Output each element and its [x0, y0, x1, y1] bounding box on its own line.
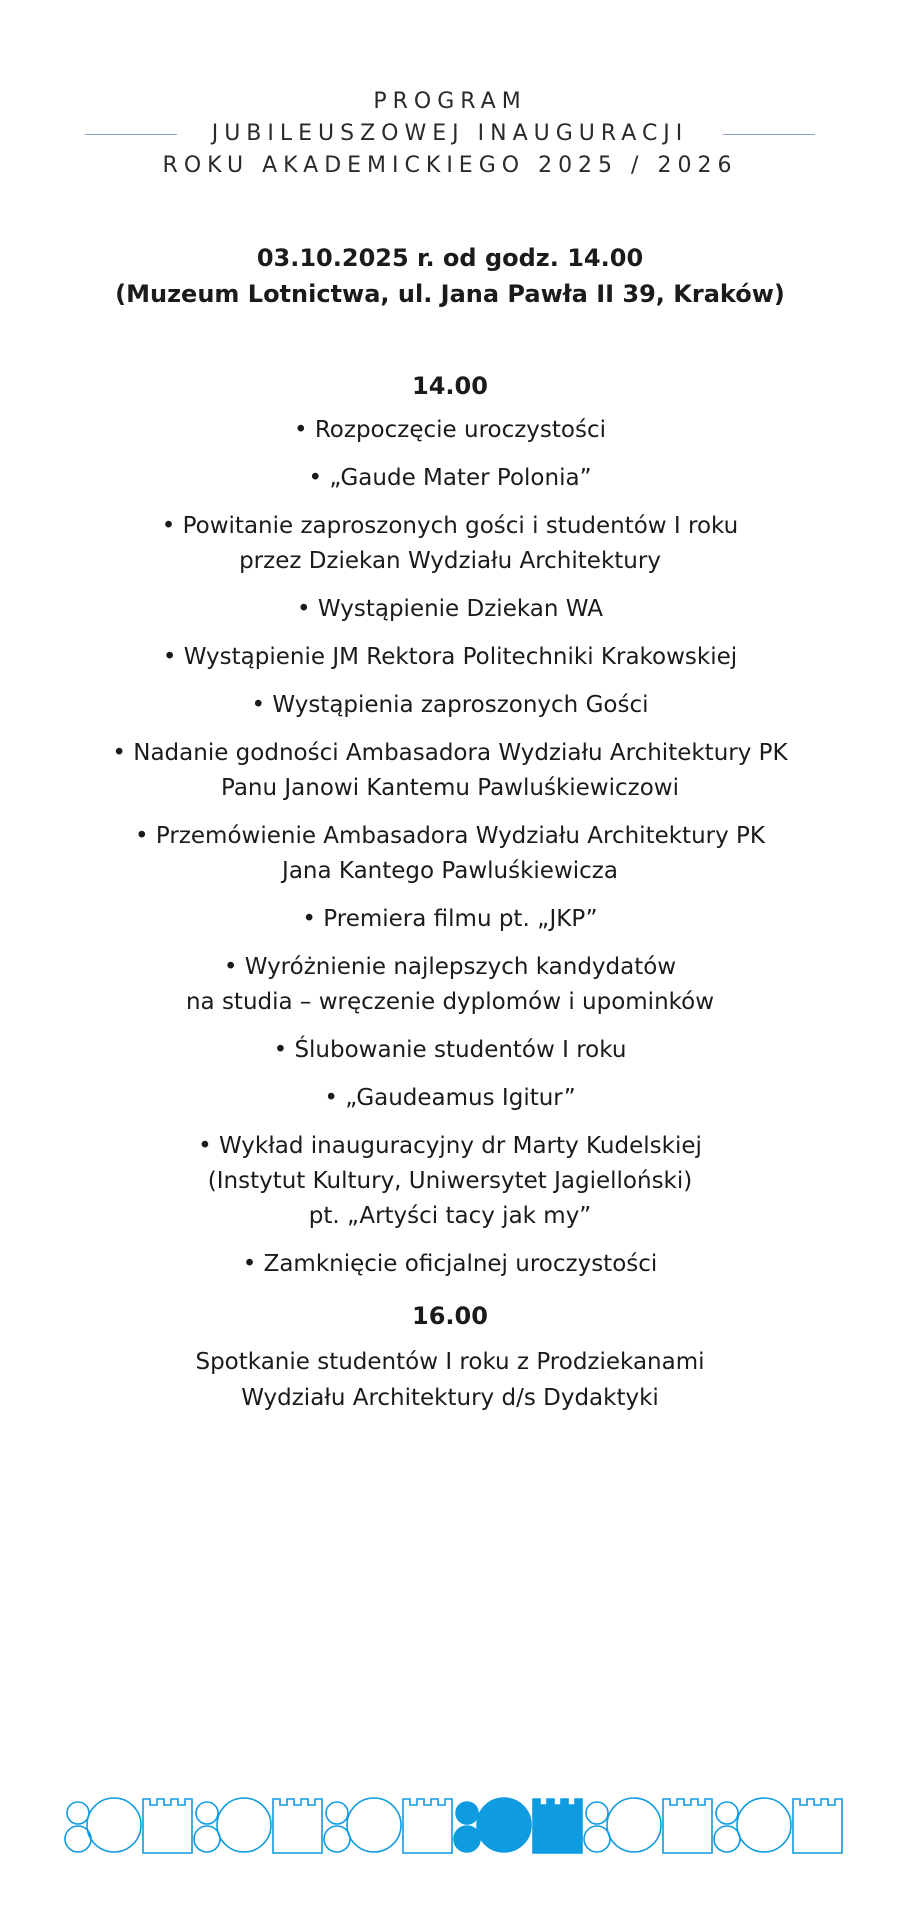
agenda [0, 368, 900, 1416]
circle-large-icon [607, 1798, 661, 1852]
agenda-item-line: na studia – wręczenie dyplomów i upominków [185, 989, 715, 1015]
circle-small-icon [194, 1826, 220, 1852]
agenda-item-line: • Zamknięcie oficjalnej uroczystości [242, 1251, 658, 1277]
agenda-item-line: Panu Janowi Kantemu Pawluśkiewiczowi [221, 775, 679, 801]
agenda-item-line: • Wystąpienia zaproszonych Gości [251, 692, 649, 718]
castle-tower-icon [793, 1799, 842, 1853]
agenda-item [0, 461, 900, 496]
agenda-item-line: • Premiera filmu pt. „JKP” [302, 906, 598, 932]
agenda-item [0, 592, 900, 627]
circle-small-icon [586, 1802, 608, 1824]
circle-small-icon [716, 1802, 738, 1824]
header-line-academic-year: ROKU AKADEMICKIEGO 2025 / 2026 [162, 153, 738, 178]
agenda-item [0, 1081, 900, 1116]
circle-large-icon [217, 1798, 271, 1852]
agenda-item [0, 509, 900, 579]
circle-small-icon [714, 1826, 740, 1852]
agenda-item-line: • Wystąpienie Dziekan WA [297, 596, 603, 622]
agenda-item [0, 1247, 900, 1282]
agenda-item-line: • Powitanie zaproszonych gości i studentów I roku [161, 513, 739, 539]
castle-tower-icon [143, 1799, 192, 1853]
agenda-item-line: Jana Kantego Pawluśkiewicza [282, 858, 618, 884]
circle-small-icon [67, 1802, 89, 1824]
agenda-item-line: • „Gaude Mater Polonia” [308, 465, 592, 491]
castle-tower-icon [403, 1799, 452, 1853]
agenda-item-line: • Wyróżnienie najlepszych kandydatów [223, 954, 677, 980]
agenda-time-1600: 16.00 [412, 1302, 488, 1330]
event-location: (Muzeum Lotnictwa, ul. Jana Pawła II 39, Kraków) [115, 280, 785, 308]
agenda-item-line: • Przemówienie Ambasadora Wydziału Architektury PK [135, 823, 765, 849]
agenda-time-1400: 14.00 [412, 372, 488, 400]
agenda-item [0, 640, 900, 675]
closing-line: Spotkanie studentów I roku z Prodziekanami [195, 1349, 705, 1375]
circle-large-filled-icon [477, 1798, 531, 1852]
circle-large-icon [87, 1798, 141, 1852]
agenda-item-line: • Ślubowanie studentów I roku [273, 1037, 627, 1063]
circle-small-filled-icon [454, 1826, 480, 1852]
circle-small-icon [326, 1802, 348, 1824]
agenda-item-line: (Instytut Kultury, Uniwersytet Jagielloński) [207, 1168, 693, 1194]
agenda-items [0, 413, 900, 1282]
header-rule-row [0, 118, 900, 150]
agenda-item [0, 413, 900, 448]
agenda-item [0, 819, 900, 889]
agenda-item [0, 688, 900, 723]
header-rule-left [85, 134, 177, 135]
agenda-item [0, 950, 900, 1020]
agenda-item-line: • Wykład inauguracyjny dr Marty Kudelskiej [198, 1133, 702, 1159]
header-line-program: PROGRAM [373, 89, 527, 114]
header-line-inauguration: JUBILEUSZOWEJ INAUGURACJI [211, 121, 689, 146]
agenda-item-line: przez Dziekan Wydziału Architektury [239, 548, 661, 574]
circle-small-filled-icon [456, 1802, 478, 1824]
castle-tower-filled-icon [533, 1799, 582, 1853]
circle-small-icon [324, 1826, 350, 1852]
closing-line: Wydziału Architektury d/s Dydaktyki [241, 1385, 659, 1411]
header-rule-right [723, 134, 815, 135]
circle-large-icon [347, 1798, 401, 1852]
agenda-item-line: • „Gaudeamus Igitur” [324, 1085, 576, 1111]
agenda-item [0, 1033, 900, 1068]
agenda-item-line: • Wystąpienie JM Rektora Politechniki Krakowskiej [162, 644, 738, 670]
program-header [0, 86, 900, 182]
circle-small-icon [196, 1802, 218, 1824]
closing-meeting [0, 1344, 900, 1416]
circle-small-icon [584, 1826, 610, 1852]
agenda-item-line: • Nadanie godności Ambasadora Wydziału Architektury PK [112, 740, 788, 766]
castle-tower-icon [273, 1799, 322, 1853]
agenda-item-line: pt. „Artyści tacy jak my” [308, 1203, 592, 1229]
castle-tower-icon [663, 1799, 712, 1853]
agenda-item-line: • Rozpoczęcie uroczystości [293, 417, 607, 443]
event-info [0, 240, 900, 312]
agenda-item [0, 902, 900, 937]
agenda-item [0, 1129, 900, 1234]
event-date: 03.10.2025 r. od godz. 14.00 [256, 244, 644, 272]
agenda-item [0, 736, 900, 806]
decorative-footer-pattern [64, 1796, 856, 1854]
circle-large-icon [737, 1798, 791, 1852]
